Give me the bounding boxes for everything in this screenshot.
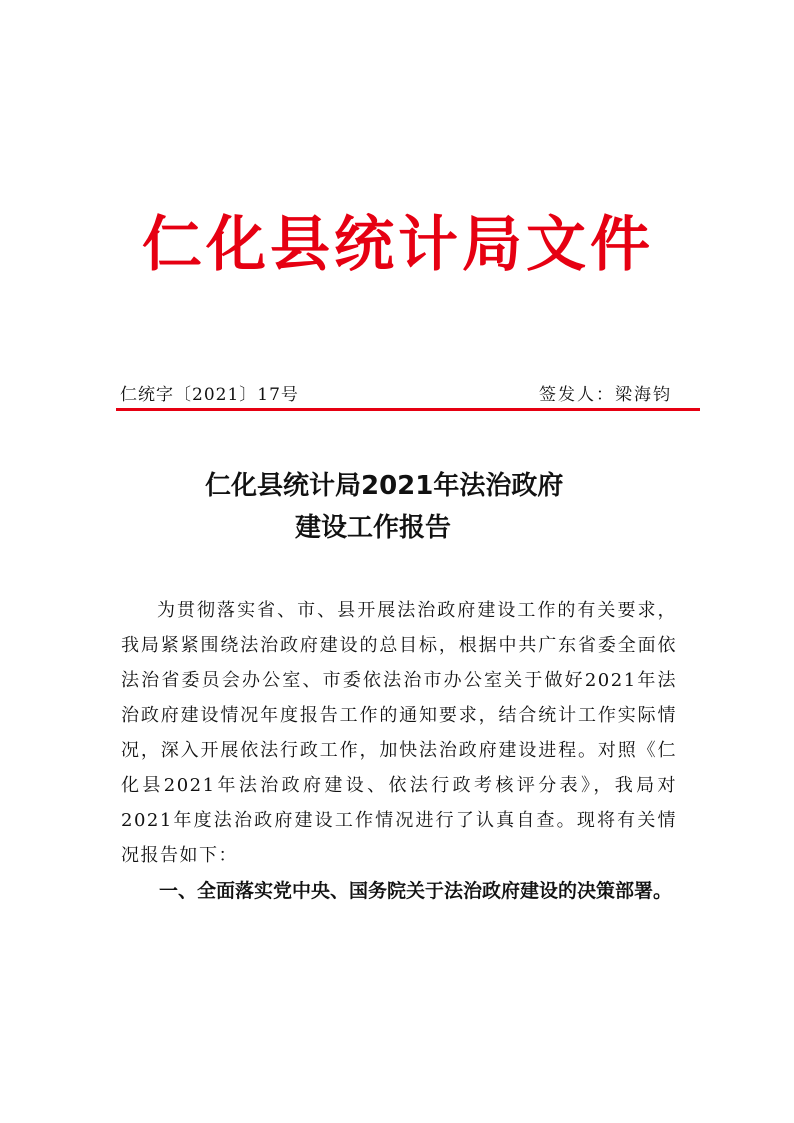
document-number: 仁统字〔2021〕17号 (120, 385, 299, 405)
report-title-line1: 仁化县统计局2021年法治政府 (205, 471, 564, 501)
document-header-title: 仁化县统计局文件 (142, 210, 654, 280)
report-title (160, 465, 660, 549)
report-title-line2: 建设工作报告 (295, 513, 452, 543)
body-paragraph: 为贯彻落实省、市、县开展法治政府建设工作的有关要求，我局紧紧围绕法治政府建设的总目标，根据中共广东省委全面依法治省委员会办公室、市委依法治市办公室关于做好2021年法治政府建设情况年度报告工作的通知要求，结合统计工作实际情况，深入开展依法行政工作，加快法治政府建设进程。对照《仁化县2021年法治政府建设、依法行政考核评分表》，我局对2021年度法治政府建设工作情况进行了认真自查。现将有关情况报告如下： (121, 600, 677, 866)
red-divider (116, 408, 700, 411)
signer: 签发人：梁海钧 (539, 385, 672, 405)
section-heading: 一、全面落实党中央、国务院关于法治政府建设的决策部署。 (159, 880, 673, 902)
